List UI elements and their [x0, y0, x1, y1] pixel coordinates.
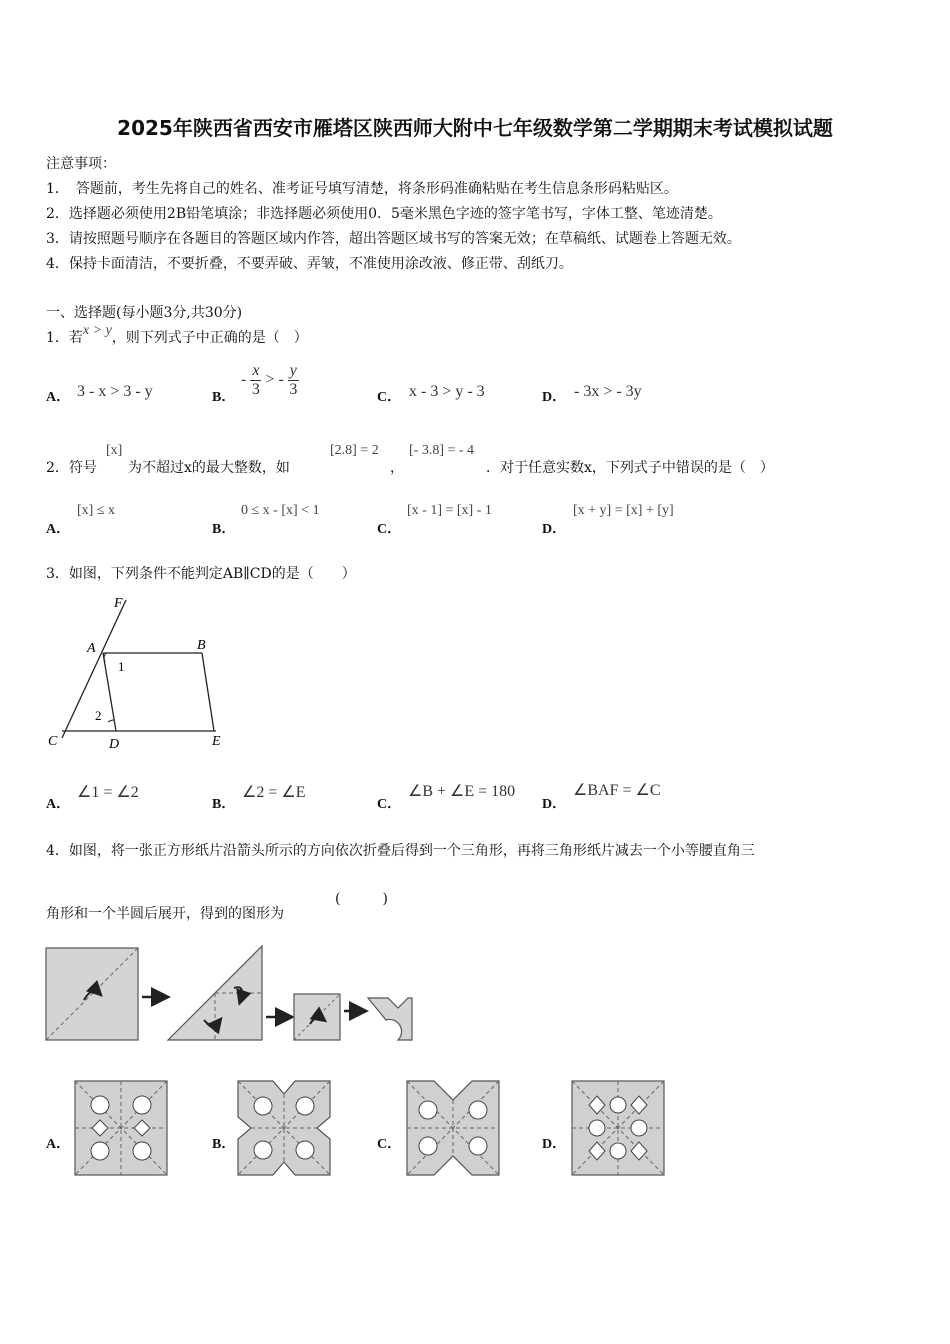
q1-option-c-label: C． [377, 390, 402, 405]
q1-b-gt: > [265, 371, 275, 389]
q3-option-b-label: B． [212, 797, 236, 812]
q1-b-fraction-x [250, 362, 261, 399]
q1-b-den-y: 3 [289, 381, 298, 398]
q2-option-d: [x + y] = [x] + [y] [573, 503, 674, 518]
q2-symbol: [x] [106, 443, 123, 458]
q3-figure [44, 592, 234, 754]
q1-b-den-x: 3 [251, 381, 260, 398]
point-c-label: C [48, 734, 58, 749]
q4-option-b-label: B． [212, 1137, 236, 1152]
q1-condition: x > y [82, 323, 112, 338]
q1-option-d: - 3x > - 3y [574, 383, 642, 400]
q1-option-b [241, 362, 299, 399]
q1-b-minus-2: - [278, 371, 284, 389]
notice-item-4: 4．保持卡面清洁，不要折叠，不要弄破、弄皱，不准使用涂改液、修正带、刮纸刀。 [46, 256, 573, 272]
notice-item-2: 2．选择题必须使用2B铅笔填涂；非选择题必须使用0．5毫米黑色字迹的签字笔书写，字体工整、笔迹清楚。 [46, 206, 722, 222]
q3-option-a: ∠1 = ∠2 [77, 784, 139, 801]
q2-example-1: [2.8] = 2 [330, 443, 379, 458]
q1-text: ，则下列式子中正确的是（ ） [111, 330, 308, 346]
q1-b-minus: - [241, 371, 247, 389]
q2-option-b: 0 ≤ x - [x] < 1 [241, 503, 320, 518]
q2-option-a: [x] ≤ x [77, 503, 116, 518]
angle-1-arc [104, 653, 106, 662]
line-be [202, 653, 214, 731]
q2-number: 2．符号 [46, 460, 97, 476]
q2-option-d-label: D． [542, 522, 567, 537]
q3-option-d-label: D． [542, 797, 567, 812]
q4-option-a-label: A． [46, 1137, 71, 1152]
q1-number: 1．若 [46, 330, 83, 346]
q2-text-2: ．对于任意实数x，下列式子中错误的是（ ） [486, 460, 774, 476]
page-title: 2025年陕西省西安市雁塔区陕西师大附中七年级数学第二学期期末考试模拟试题 [117, 116, 833, 140]
q1-option-b-label: B． [212, 390, 236, 405]
q2-text-1: 为不超过x的最大整数，如 [128, 460, 290, 476]
q4-option-a-figure [74, 1080, 170, 1176]
line-ad [103, 653, 116, 731]
q2-option-b-label: B． [212, 522, 236, 537]
point-e-label: E [212, 734, 221, 749]
section-heading: 一、选择题(每小题3分,共30分) [46, 305, 243, 321]
cut-shape [368, 998, 412, 1040]
point-b-label: B [197, 638, 206, 653]
point-a-label: A [87, 641, 96, 656]
q1-b-num-y: y [289, 362, 297, 379]
q1-stem [46, 323, 308, 347]
q3-stem: 3．如图，下列条件不能判定AB∥CD的是（ ） [46, 566, 356, 582]
q4-fold-process [44, 944, 418, 1044]
notice-item-3: 3．请按照题号顺序在各题目的答题区域内作答，超出答题区域书写的答案无效；在草稿纸、试题卷上答题无效。 [46, 231, 741, 247]
angle-1-label: 1 [118, 659, 125, 674]
q1-option-a: 3 - x > 3 - y [77, 383, 153, 400]
q4-option-c-figure [406, 1080, 502, 1176]
q2-option-a-label: A． [46, 522, 71, 537]
q1-b-fraction-y [288, 362, 299, 399]
q4-option-b-figure [237, 1080, 333, 1176]
q3-option-c-label: C． [377, 797, 402, 812]
line-cf [62, 600, 126, 738]
q1-option-c: x - 3 > y - 3 [409, 383, 485, 400]
q4-option-d-label: D． [542, 1137, 567, 1152]
q3-option-c: ∠B + ∠E = 180 [408, 783, 516, 800]
angle-2-arc [108, 720, 114, 722]
q4-option-c-label: C． [377, 1137, 402, 1152]
notice-item-1: 1． 答题前，考生先将自己的姓名、准考证号填写清楚，将条形码准确粘贴在考生信息条形码粘贴区。 [46, 181, 678, 197]
point-f-label: F [114, 596, 123, 611]
q3-option-d: ∠BAF = ∠C [573, 782, 661, 799]
q4-answer-paren: ( ) [335, 891, 388, 907]
q2-option-c: [x - 1] = [x] - 1 [407, 503, 492, 518]
q2-option-c-label: C． [377, 522, 402, 537]
q4-stem-line-1: 4．如图，将一张正方形纸片沿箭头所示的方向依次折叠后得到一个三角形，再将三角形纸片减去一个小等腰直角三 [46, 843, 755, 859]
angle-2-label: 2 [95, 708, 102, 723]
q3-option-a-label: A． [46, 797, 71, 812]
q1-option-d-label: D． [542, 390, 567, 405]
q4-stem-line-2: 角形和一个半圆后展开，得到的图形为 [46, 906, 284, 922]
q1-option-a-label: A． [46, 390, 71, 405]
q2-comma: ， [390, 460, 404, 476]
notice-heading: 注意事项： [46, 156, 116, 172]
q1-b-num-x: x [252, 362, 260, 379]
q3-option-b: ∠2 = ∠E [242, 784, 306, 801]
q2-example-2: [- 3.8] = - 4 [409, 443, 475, 458]
q4-option-d-figure [571, 1080, 667, 1176]
point-d-label: D [109, 737, 120, 752]
